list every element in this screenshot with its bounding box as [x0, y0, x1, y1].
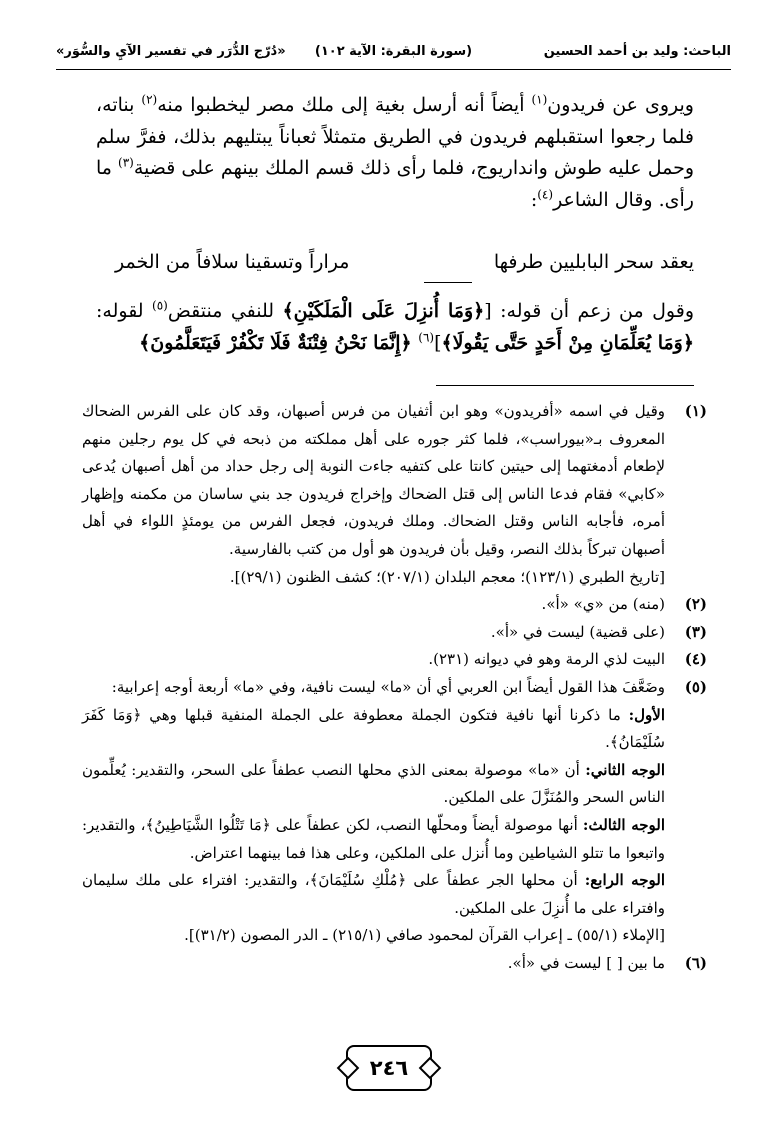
variant-label: الوجه الثاني: — [585, 760, 665, 779]
body-text-segment: أيضاً أنه أرسل بغية إلى ملك مصر ليخطبوا منه — [157, 94, 532, 116]
footnote-number: (٣) — [684, 622, 707, 641]
footnote-ref: (٥) — [152, 298, 168, 313]
quran-quote: ﴿إِنَّمَا نَحْنُ فِتْنَةٌ فَلَا تَكْفُرْ فَيَتَعَلَّمُونَ﴾ — [139, 332, 419, 354]
header-rule — [56, 69, 731, 70]
footnote-4 — [82, 646, 707, 674]
footnote-text: (منه) من «ي» «أ». — [541, 595, 665, 614]
variant-text: أنها موصولة أيضاً ومحلّها النصب، لكن عطفاً على ﴿مَا تَتْلُوا الشَّيَاطِينُ﴾، والتقدير: واتبعوا ما تتلو الشياطين وما أُنزل على الملكين، وعلى هذا فما بينهما اعتراض. — [82, 815, 665, 862]
main-paragraph — [96, 90, 694, 216]
variant-label: الوجه الثالث: — [582, 815, 665, 834]
footnote-3 — [82, 619, 707, 647]
body-text-segment: ما رأى. وقال الشاعر — [96, 157, 694, 211]
quran-quote: ﴿وَمَا يُعَلِّمَانِ مِنْ أَحَدٍ حَتَّى يَقُولَا﴾ — [441, 332, 694, 354]
footnote-number: (٤) — [684, 650, 707, 669]
footnote-variant-3 — [82, 812, 665, 867]
footnote-6 — [82, 950, 707, 978]
footnote-source: [تاريخ الطبري (١٢٣/١)؛ معجم البلدان (٢٠٧/١)؛ كشف الظنون (٢٩/١)]. — [229, 567, 665, 586]
footnote-text: (على قضية) ليست في «أ». — [490, 622, 665, 641]
body-text-segment: : — [530, 188, 538, 211]
page-number: ٢٤٦ — [346, 1045, 432, 1091]
verse-hemistich-1: يعقد سحر البابليين طرفها — [493, 251, 694, 273]
variant-label: الأول: — [628, 705, 665, 724]
footnote-text: ما بين [ ] ليست في «أ». — [507, 953, 665, 972]
footnote-number: (٦) — [684, 953, 707, 972]
footnote-number: (١) — [684, 402, 707, 420]
quran-quote: ﴿وَمَا أُنزِلَ عَلَى الْمَلَكَيْنِ﴾ — [282, 300, 485, 322]
variant-label: الوجه الرابع: — [584, 871, 665, 890]
verse-tatweel — [424, 282, 472, 283]
header-surah-reference: (سورة البقرة: الآية ١٠٢) — [314, 44, 473, 59]
quran-discussion — [96, 295, 694, 359]
footnote-separator — [436, 385, 694, 386]
footnote-number: (٥) — [684, 677, 707, 696]
footnote-text: وقيل في اسمه «أفريدون» وهو ابن أثفيان من فرس أصبهان، وقد كان على الفرس الضحاك المعروف بـ«بيوراسب»، فلما كثر جوره على أهل مملكته من ذبحه في كل يوم رجلين منهم لإطعام أدمغتهما إلى حيتين كانتا على كتفيه جاءت النوبة إلى رجل حداد من أهل أصبهان يُدعى «كابي» فقام فدعا الناس إلى قتل الضحاك وإخراج فريدون جد بني ساسان من مكمنه وإظهار أمره، فأجابه الناس وقتل الضحاك. وملك فريدون، فجعل الفرس من يومئذٍ اللواء في أهل أصبهان تبركاً بذلك النصر، وقيل بأن فريدون هو أول من كتب بالفارسية. — [82, 402, 665, 558]
verse-hemistich-2: مراراً وتسقينا سلافاً من الخمر — [115, 251, 350, 273]
footnote-5 — [82, 674, 707, 950]
footnote-number: (٢) — [684, 595, 707, 614]
running-header — [56, 40, 731, 70]
footnotes — [82, 398, 707, 977]
header-author: الباحث: وليد بن أحمد الحسين — [543, 44, 731, 59]
footnote-ref: (٦) — [418, 330, 435, 345]
footnote-text: وضَعَّفَ هذا القول أيضاً ابن العربي أي أن «ما» ليست نافية، وفي «ما» أربعة أوجه إعرابية: — [111, 677, 665, 696]
variant-text: ما ذكرنا أنها نافية فتكون الجملة معطوفة على الجملة المنفية قبلها وهي ﴿وَمَا كَفَرَ سُلَيْمَانُ﴾. — [82, 705, 665, 752]
footnote-ref: (٣) — [118, 155, 134, 170]
footnote-ref: (٢) — [141, 92, 158, 107]
variant-text: أن محلها الجر عطفاً على ﴿مُلْكِ سُلَيْمَانَ﴾، والتقدير: افتراء على ملك سليمان وافتراء على ما أُنزِلَ على الملكين. — [82, 871, 665, 917]
body-text-segment: ] — [434, 332, 442, 354]
footnote-variant-1 — [82, 702, 665, 757]
body-text-segment: وقول من زعم أن قوله: [ — [484, 300, 695, 322]
footnote-variant-2 — [82, 757, 665, 812]
footnote-1 — [82, 398, 707, 591]
footnote-ref: (١) — [531, 92, 548, 107]
footnote-2 — [82, 591, 707, 619]
footnote-variant-4 — [82, 867, 665, 922]
body-text-segment: ويروى عن فريدون — [547, 94, 694, 116]
variant-text: أن «ما» موصولة بمعنى الذي محلها النصب عطفاً على السحر، والتقدير: يُعلِّمون الناس السحر والمُنَزَّلَ على الملكين. — [82, 760, 665, 807]
header-book-title: «دُرّج الدُّرَر في تفسير الآيِ والسُّوَر» — [56, 44, 286, 59]
body-text-segment: بناته، فلما رجعوا استقبلهم فريدون في الطريق متمثلاً ثعباناً يبتليهم بذلك، ففرَّ سلم وحمل عليه طوش وانداريوج، فلما رأى ذلك قسم الملك بينهم على قضية — [96, 94, 694, 179]
footnote-text: البيت لذي الرمة وهو في ديوانه (٢٣١). — [428, 650, 665, 669]
poetry-verse — [115, 251, 694, 287]
body-text-segment: للنفي منتقض — [167, 300, 283, 322]
footnote-ref: (٤) — [537, 187, 554, 202]
body-text-segment: لقوله: — [96, 300, 153, 322]
footnote-source: [الإملاء (٥٥/١) ـ إعراب القرآن لمحمود صافي (٢١٥/١) ـ الدر المصون (٣١/٢)]. — [184, 926, 665, 945]
